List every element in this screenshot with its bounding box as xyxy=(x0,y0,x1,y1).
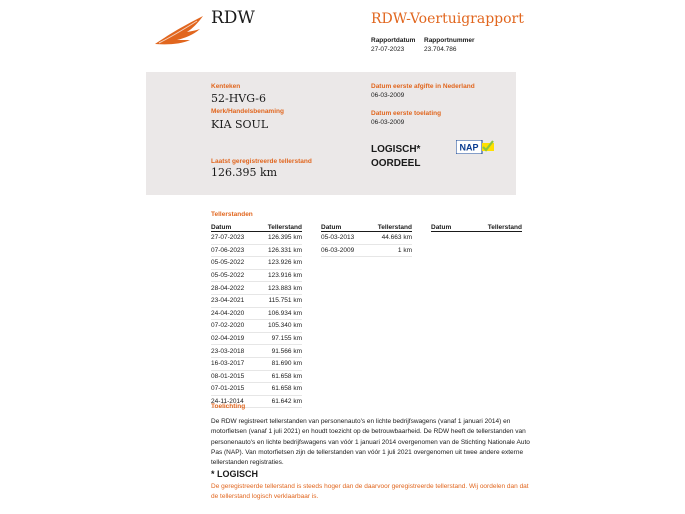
row-date: 16-03-2017 xyxy=(211,357,256,370)
toelichting-title: Toelichting xyxy=(211,403,246,410)
nap-check-logo-icon xyxy=(456,140,494,154)
row-km: 115.751 km xyxy=(256,294,302,307)
row-date: 07-01-2015 xyxy=(211,383,256,396)
logisch-text: De geregistreerde tellerstand is steeds hoger dan de daarvoor geregistreerde tellerstand. Wij oordelen dan dat de tellerstand logisch verklaarbaar is. xyxy=(211,483,529,501)
row-date: 05-05-2022 xyxy=(211,257,256,270)
row-km: 91.566 km xyxy=(256,345,302,358)
oordeel-line2: OORDEEL xyxy=(371,158,421,169)
table-row xyxy=(211,294,302,307)
row-date: 08-01-2015 xyxy=(211,370,256,383)
logisch-title: * LOGISCH xyxy=(211,469,259,479)
row-date: 07-02-2020 xyxy=(211,320,256,333)
kenteken-value: 52-HVG-6 xyxy=(211,92,266,105)
merk-value: KIA SOUL xyxy=(211,118,269,131)
oordeel-verdict xyxy=(371,143,420,171)
toelating-label: Datum eerste toelating xyxy=(371,110,442,117)
rapportnummer-value: 23.704.786 xyxy=(424,46,457,53)
col-datum: Datum xyxy=(211,223,256,232)
table-row xyxy=(211,357,302,370)
table-row xyxy=(321,244,412,257)
row-km: 126.395 km xyxy=(256,232,302,245)
row-km: 123.926 km xyxy=(256,257,302,270)
row-km: 81.690 km xyxy=(256,357,302,370)
brand-name: RDW xyxy=(211,8,255,28)
rapportdatum-value: 27-07-2023 xyxy=(371,46,405,53)
table-row xyxy=(321,232,412,245)
row-date: 05-05-2022 xyxy=(211,269,256,282)
table-row xyxy=(211,269,302,282)
row-km: 126.331 km xyxy=(256,244,302,257)
rapportdatum-label: Rapportdatum xyxy=(371,37,416,44)
row-km: 123.883 km xyxy=(256,282,302,295)
row-km: 61.658 km xyxy=(256,383,302,396)
row-km: 44.663 km xyxy=(366,232,412,245)
table-row xyxy=(211,345,302,358)
table-row xyxy=(211,332,302,345)
row-date: 02-04-2019 xyxy=(211,332,256,345)
tellerstand-label: Laatst geregistreerde tellerstand xyxy=(211,158,312,165)
tellerstand-value: 126.395 km xyxy=(211,166,278,179)
row-km: 105.340 km xyxy=(256,320,302,333)
tellerstanden-table-2 xyxy=(321,223,412,257)
merk-label: Merk/Handelsbenaming xyxy=(211,108,284,115)
oordeel-line1: LOGISCH* xyxy=(371,144,421,155)
row-date: 06-03-2009 xyxy=(321,244,366,257)
row-km: 61.642 km xyxy=(256,395,302,408)
col-datum: Datum xyxy=(321,223,366,232)
toelichting-text: De RDW registreert tellerstanden van personenauto's en lichte bedrijfswagens (vanaf 1 januari 2014) en motorfietsen (vanaf 1 juli 2021) en houdt toezicht op de betrouwbaarheid. De RDW heeft de tellerstanden van personenauto's en lichte bedrijfswagens van vóór 1 januari 2014 overgenomen van de Stichting Nationale Auto Pas (NAP). Van motorfietsen zijn de tellerstanden van vóór 1 juli 2021 overgenomen uit twee andere externe tellerstanden registraties. xyxy=(211,418,530,467)
table-row xyxy=(211,282,302,295)
rdw-flame-logo-icon xyxy=(153,14,205,46)
row-date: 23-04-2021 xyxy=(211,294,256,307)
row-km: 61.658 km xyxy=(256,370,302,383)
row-km: 123.916 km xyxy=(256,269,302,282)
col-datum: Datum xyxy=(431,223,465,232)
row-date: 23-03-2018 xyxy=(211,345,256,358)
col-tellerstand: Tellerstand xyxy=(256,223,302,232)
nap-text: NAP xyxy=(459,142,479,153)
table-row xyxy=(211,244,302,257)
tellerstanden-table-1 xyxy=(211,223,302,408)
table-row xyxy=(211,320,302,333)
row-km: 106.934 km xyxy=(256,307,302,320)
rapportnummer-label: Rapportnummer xyxy=(424,37,475,44)
afgifte-label: Datum eerste afgifte in Nederland xyxy=(371,83,475,90)
table-row xyxy=(211,307,302,320)
table-row xyxy=(211,383,302,396)
table-row xyxy=(211,257,302,270)
toelating-value: 06-03-2009 xyxy=(371,119,405,126)
row-date: 05-03-2013 xyxy=(321,232,366,245)
report-title: RDW-Voertuigrapport xyxy=(371,11,524,27)
afgifte-value: 06-03-2009 xyxy=(371,92,405,99)
row-date: 28-04-2022 xyxy=(211,282,256,295)
kenteken-label: Kenteken xyxy=(211,83,241,90)
row-km: 97.155 km xyxy=(256,332,302,345)
table-row xyxy=(211,232,302,245)
col-tellerstand: Tellerstand xyxy=(366,223,412,232)
col-tellerstand: Tellerstand xyxy=(465,223,522,232)
row-date: 24-11-2014 xyxy=(211,395,256,408)
row-date: 24-04-2020 xyxy=(211,307,256,320)
table-row xyxy=(211,370,302,383)
tellerstanden-title: Tellerstanden xyxy=(211,211,253,218)
row-date: 07-06-2023 xyxy=(211,244,256,257)
vehicle-panel xyxy=(146,72,516,195)
row-km: 1 km xyxy=(366,244,412,257)
row-date: 27-07-2023 xyxy=(211,232,256,245)
tellerstanden-table-3 xyxy=(431,223,522,232)
